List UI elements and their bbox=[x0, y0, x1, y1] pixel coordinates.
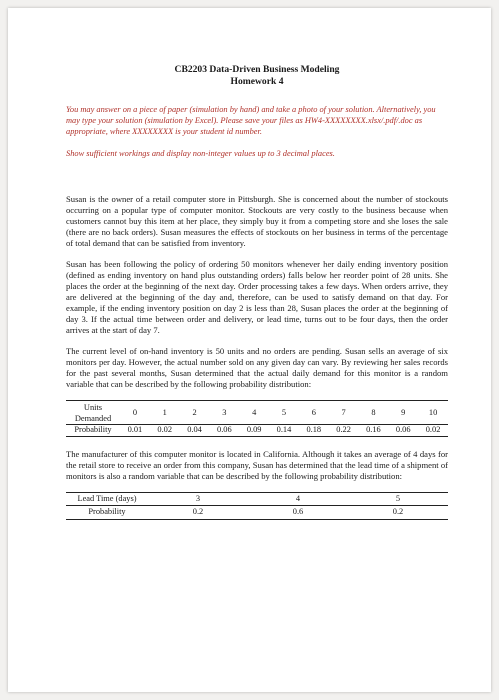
units-cell: 3 bbox=[209, 401, 239, 425]
units-cell: 1 bbox=[150, 401, 180, 425]
probability-cell: 0.06 bbox=[388, 425, 418, 437]
table-row bbox=[66, 401, 448, 425]
lead-probability-header: Probability bbox=[66, 506, 148, 520]
units-cell: 2 bbox=[180, 401, 210, 425]
paragraph-intro: Susan is the owner of a retail computer store in Pittsburgh. She is concerned about the number of stockouts occurring on a popular type of computer monitor. Stockouts are very costly to the business because when customers cannot buy this item at her place, they simply buy it from a competing store and she loses the sale (there are no back orders). Susan measures the effects of stockouts on her business in terms of the percentage of total demand that can be satisfied from inventory. bbox=[66, 194, 448, 249]
problem-text bbox=[66, 194, 448, 520]
probability-cell: 0.02 bbox=[418, 425, 448, 437]
units-cell: 6 bbox=[299, 401, 329, 425]
lead-probability-cell: 0.2 bbox=[148, 506, 248, 520]
units-cell: 7 bbox=[329, 401, 359, 425]
units-cell: 8 bbox=[359, 401, 389, 425]
instruction-workings: Show sufficient workings and display non-integer values up to 3 decimal places. bbox=[66, 149, 335, 159]
lead-time-distribution-table bbox=[66, 492, 448, 520]
probability-cell: 0.02 bbox=[150, 425, 180, 437]
instruction-submission: You may answer on a piece of paper (simulation by hand) and take a photo of your solution. Alternatively, you may type your solution (simulation by Excel). Please save your files as HW4-XXXXXXXX.xlsx/.pdf/.doc as appropriate, where XXXXXXXX is your student id number. bbox=[66, 105, 436, 136]
instructions bbox=[66, 105, 448, 160]
units-cell: 0 bbox=[120, 401, 150, 425]
probability-cell: 0.18 bbox=[299, 425, 329, 437]
lead-probability-cell: 0.6 bbox=[248, 506, 348, 520]
probability-cell: 0.09 bbox=[239, 425, 269, 437]
paragraph-demand: The current level of on-hand inventory is 50 units and no orders are pending. Susan sells an average of six monitors per day. However, the actual number sold on any given day can vary. By reviewing her sales records for the past several months, Susan determined that the actual daily demand for this monitor is a random variable that can be described by the following probability distribution: bbox=[66, 346, 448, 390]
probability-cell: 0.16 bbox=[359, 425, 389, 437]
homework-title: Homework 4 bbox=[230, 75, 284, 87]
lead-probability-cell: 0.2 bbox=[348, 506, 448, 520]
probability-cell: 0.22 bbox=[329, 425, 359, 437]
table-row bbox=[66, 506, 448, 520]
units-cell: 4 bbox=[239, 401, 269, 425]
demand-distribution-table bbox=[66, 400, 448, 437]
document-content bbox=[66, 64, 448, 520]
probability-cell: 0.06 bbox=[209, 425, 239, 437]
table-row bbox=[66, 492, 448, 506]
lead-time-cell: 5 bbox=[348, 492, 448, 506]
paragraph-lead-time: The manufacturer of this computer monitor is located in California. Although it takes an average of 4 days for the retail store to receive an order from this company, Susan has determined that the lead time of a shipment of monitors is also a random variable that can be described by the following probability distribution: bbox=[66, 448, 448, 481]
course-title: CB2203 Data-Driven Business Modeling bbox=[174, 64, 340, 75]
lead-time-cell: 4 bbox=[248, 492, 348, 506]
probability-cell: 0.04 bbox=[180, 425, 210, 437]
demanded-label: Demanded bbox=[74, 413, 112, 423]
probability-cell: 0.14 bbox=[269, 425, 299, 437]
lead-time-cell: 3 bbox=[148, 492, 248, 506]
units-cell: 5 bbox=[269, 401, 299, 425]
probability-header: Probability bbox=[66, 425, 120, 437]
table-row bbox=[66, 425, 448, 437]
paragraph-policy: Susan has been following the policy of ordering 50 monitors whenever her daily ending inventory position (defined as ending inventory on hand plus outstanding orders) falls below her reorder point of 28 units. She places the order at the beginning of the next day. Order processing takes a few days. When orders arrive, they are delivered at the beginning of the day and, therefore, can be used to satisfy demand on that day. For example, if the ending inventory position on day 2 is less than 28, Susan places the order at the beginning of day 3. If the actual time between order and delivery, or lead time, turns out to be four days, then the order arrives at the start of day 7. bbox=[66, 259, 448, 336]
units-header bbox=[66, 401, 120, 425]
units-label: Units bbox=[83, 403, 103, 413]
document-page bbox=[8, 8, 491, 692]
units-cell: 10 bbox=[418, 401, 448, 425]
units-cell: 9 bbox=[388, 401, 418, 425]
lead-time-header: Lead Time (days) bbox=[66, 492, 148, 506]
probability-cell: 0.01 bbox=[120, 425, 150, 437]
